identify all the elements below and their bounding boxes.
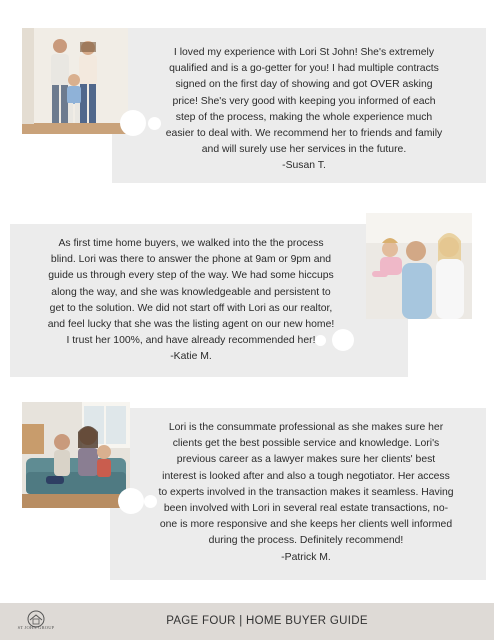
family-photo-2 — [366, 213, 472, 319]
page-footer — [0, 603, 494, 640]
quote-line: Lori is the consummate professional as she makes sure her — [168, 422, 444, 433]
quote-line: step of the process, making the whole experience much — [175, 111, 433, 123]
quote-line: blind. Lori was there to answer the phone at 9am or 9pm and — [50, 254, 332, 266]
quote-line: during the process. Definitely recommend! — [208, 535, 404, 547]
testimonial-text-2 — [14, 236, 368, 366]
quote-line: and will surely use her services in the future. — [201, 144, 407, 156]
quote-line: easier to deal with. We recommend her to friends and family — [165, 128, 443, 140]
quote-line: interest is looked after and also a tough negotiator. Her access — [162, 470, 450, 482]
quote-line: price! She's very good with keeping you informed of each — [172, 95, 436, 107]
quote-line: to experts involved in the transaction makes it seamless. Having — [158, 486, 454, 498]
quote-line: previous career as a lawyer makes sure her clients' best — [176, 454, 436, 466]
logo-text: ST JOHN GROUP — [17, 625, 55, 630]
quote-line: signed on the first day of showing and got OVER asking — [175, 79, 433, 91]
family-photo-1 — [22, 28, 128, 134]
testimonial-text-1 — [128, 45, 480, 175]
quote-line: As first time home buyers, we walked into the the process — [58, 238, 324, 249]
quote-line: I trust her 100%, and have already recommended her! — [66, 335, 316, 347]
testimonial-author: -Katie M. — [170, 351, 212, 363]
quote-line: and feel lucky that she was the listing agent on our new home! — [47, 319, 335, 331]
quote-line: along the way, and she was knowledgeable and persistent to — [51, 286, 331, 298]
testimonial-author: -Patrick M. — [281, 551, 331, 563]
footer-title: PAGE FOUR | HOME BUYER GUIDE — [166, 615, 368, 627]
quote-line: been involved with Lori in several real estate transactions, no- — [163, 503, 449, 515]
quote-line: clients get the best possible service and knowledge. Lori's — [172, 438, 440, 450]
quote-line: I loved my experience with Lori St John! She's extremely — [173, 47, 435, 58]
quote-line: qualified and is a go-getter for you! I had multiple contracts — [169, 63, 439, 75]
family-photo-3 — [22, 402, 130, 508]
quote-line: get to the solution. We did not start off with Lori as our realtor, — [49, 302, 333, 314]
testimonial-text-3 — [132, 420, 480, 566]
quote-line: guide us through every step of the way. We had some hiccups — [48, 270, 334, 282]
quote-line: one is more responsive and she keeps her clients well informed — [159, 519, 453, 531]
testimonial-author: -Susan T. — [282, 160, 326, 172]
